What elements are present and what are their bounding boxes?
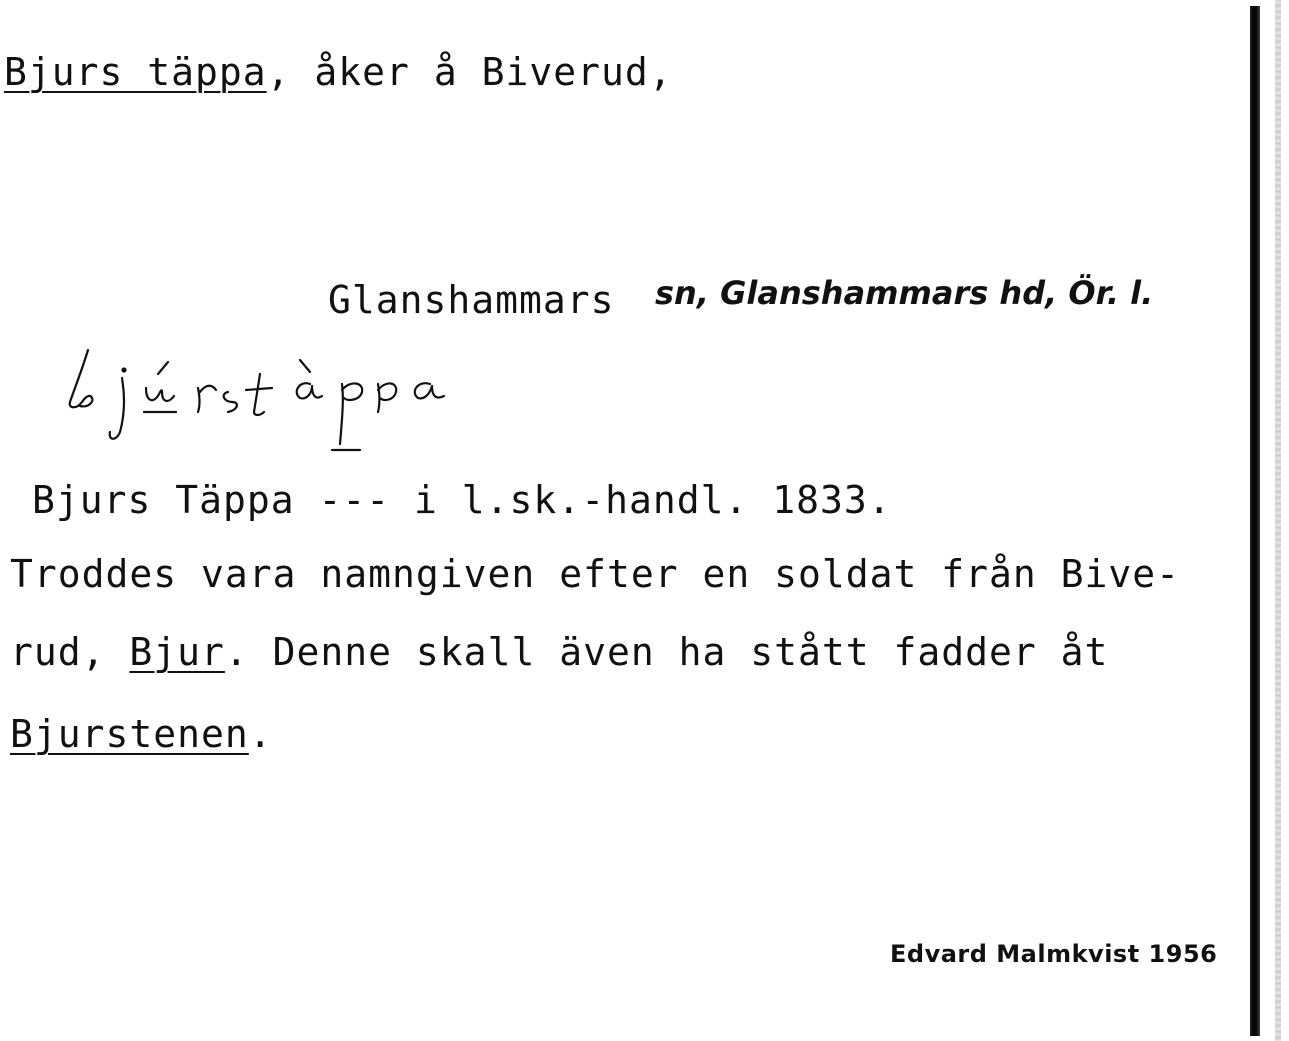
body-line-3-end: . Denne skall även ha stått fadder åt <box>224 630 1109 674</box>
scan-border <box>1275 0 1281 1041</box>
body-line-2: Troddes vara namngiven efter en soldat från Bive- <box>10 552 1181 596</box>
signature: Edvard Malmkvist 1956 <box>890 940 1218 968</box>
cross-reference-bjur: Bjur <box>129 630 225 674</box>
card-heading <box>4 50 673 94</box>
body-line-4 <box>10 712 273 756</box>
handwritten-pronunciation <box>60 340 480 460</box>
card-edge-shadow <box>1250 6 1260 1036</box>
headword-description: , åker å Biverud, <box>266 50 673 94</box>
headword: Bjurs täppa <box>4 50 267 94</box>
parish-district: sn, Glanshammars hd, Ör. l. <box>655 274 1154 312</box>
handwritten-text: bjúrs tàppa <box>60 340 65 341</box>
cross-reference-bjurstenen: Bjurstenen <box>10 712 249 756</box>
body-line-4-end: . <box>248 712 273 756</box>
body-line-1: Bjurs Täppa --- i l.sk.-handl. 1833. <box>32 478 892 522</box>
body-line-3-start: rud, <box>10 630 130 674</box>
body-line-3 <box>10 630 1108 674</box>
parish-name: Glanshammars <box>328 278 615 322</box>
